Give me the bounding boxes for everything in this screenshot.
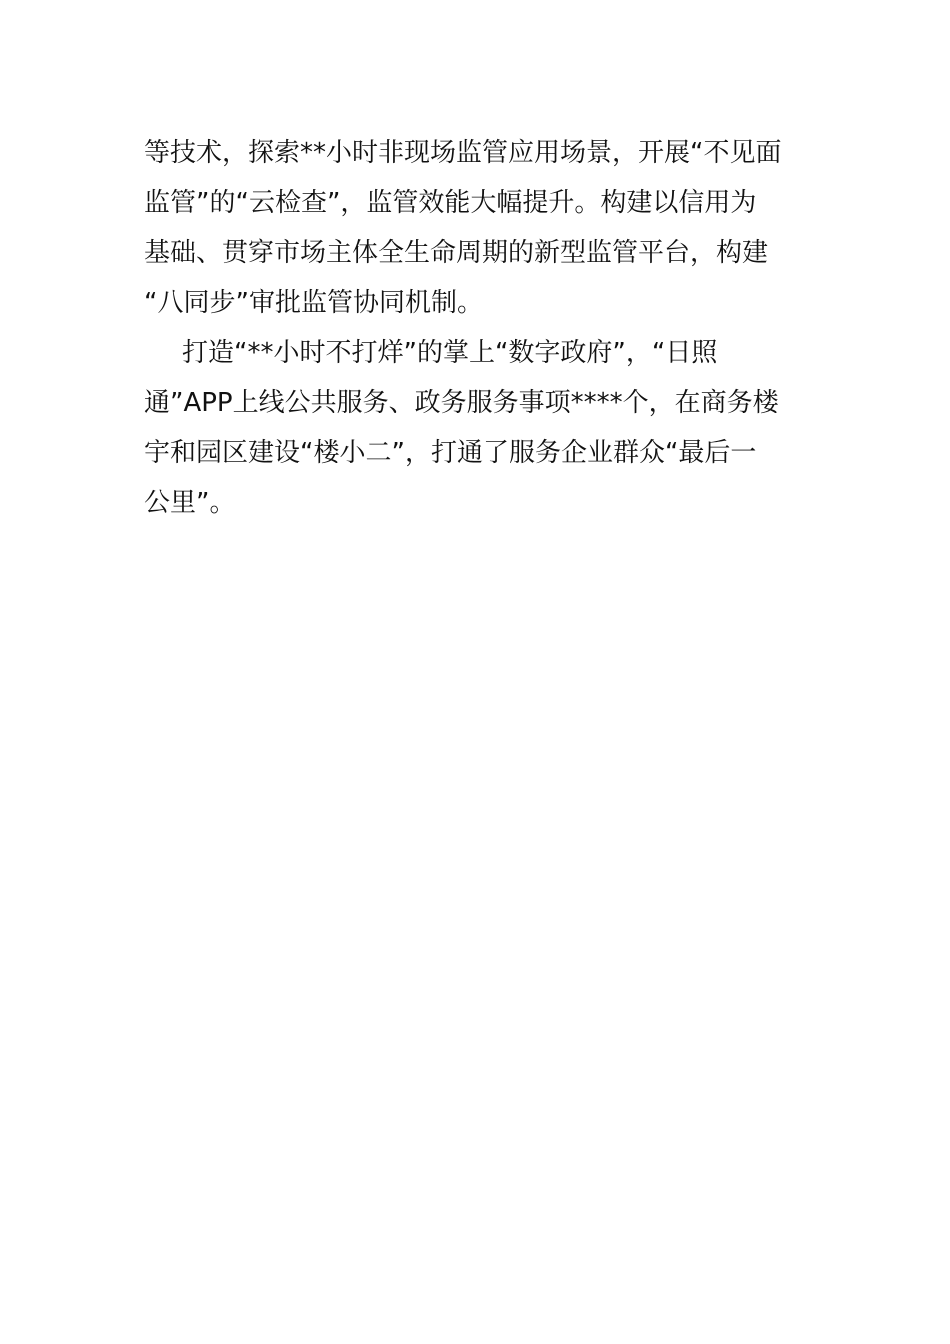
text-line: 宇和园区建设“楼小二”，打通了服务企业群众“最后一 — [144, 438, 757, 468]
text-line: 基础、贯穿市场主体全生命周期的新型监管平台，构建 — [144, 238, 769, 268]
body-text — [144, 128, 794, 528]
text-line: “八同步”审批监管协同机制。 — [144, 288, 483, 318]
text-line: 公里”。 — [144, 488, 236, 518]
text-line: 等技术，探索**小时非现场监管应用场景，开展“不见面 — [144, 138, 782, 168]
text-line: 通”APP上线公共服务、政务服务事项****个，在商务楼 — [144, 388, 779, 418]
paragraph-2 — [144, 328, 794, 528]
paragraph-1 — [144, 128, 794, 328]
text-line: 打造“**小时不打烊”的掌上“数字政府”，“日照 — [182, 338, 718, 368]
text-line: 监管”的“云检查”，监管效能大幅提升。构建以信用为 — [144, 188, 757, 218]
